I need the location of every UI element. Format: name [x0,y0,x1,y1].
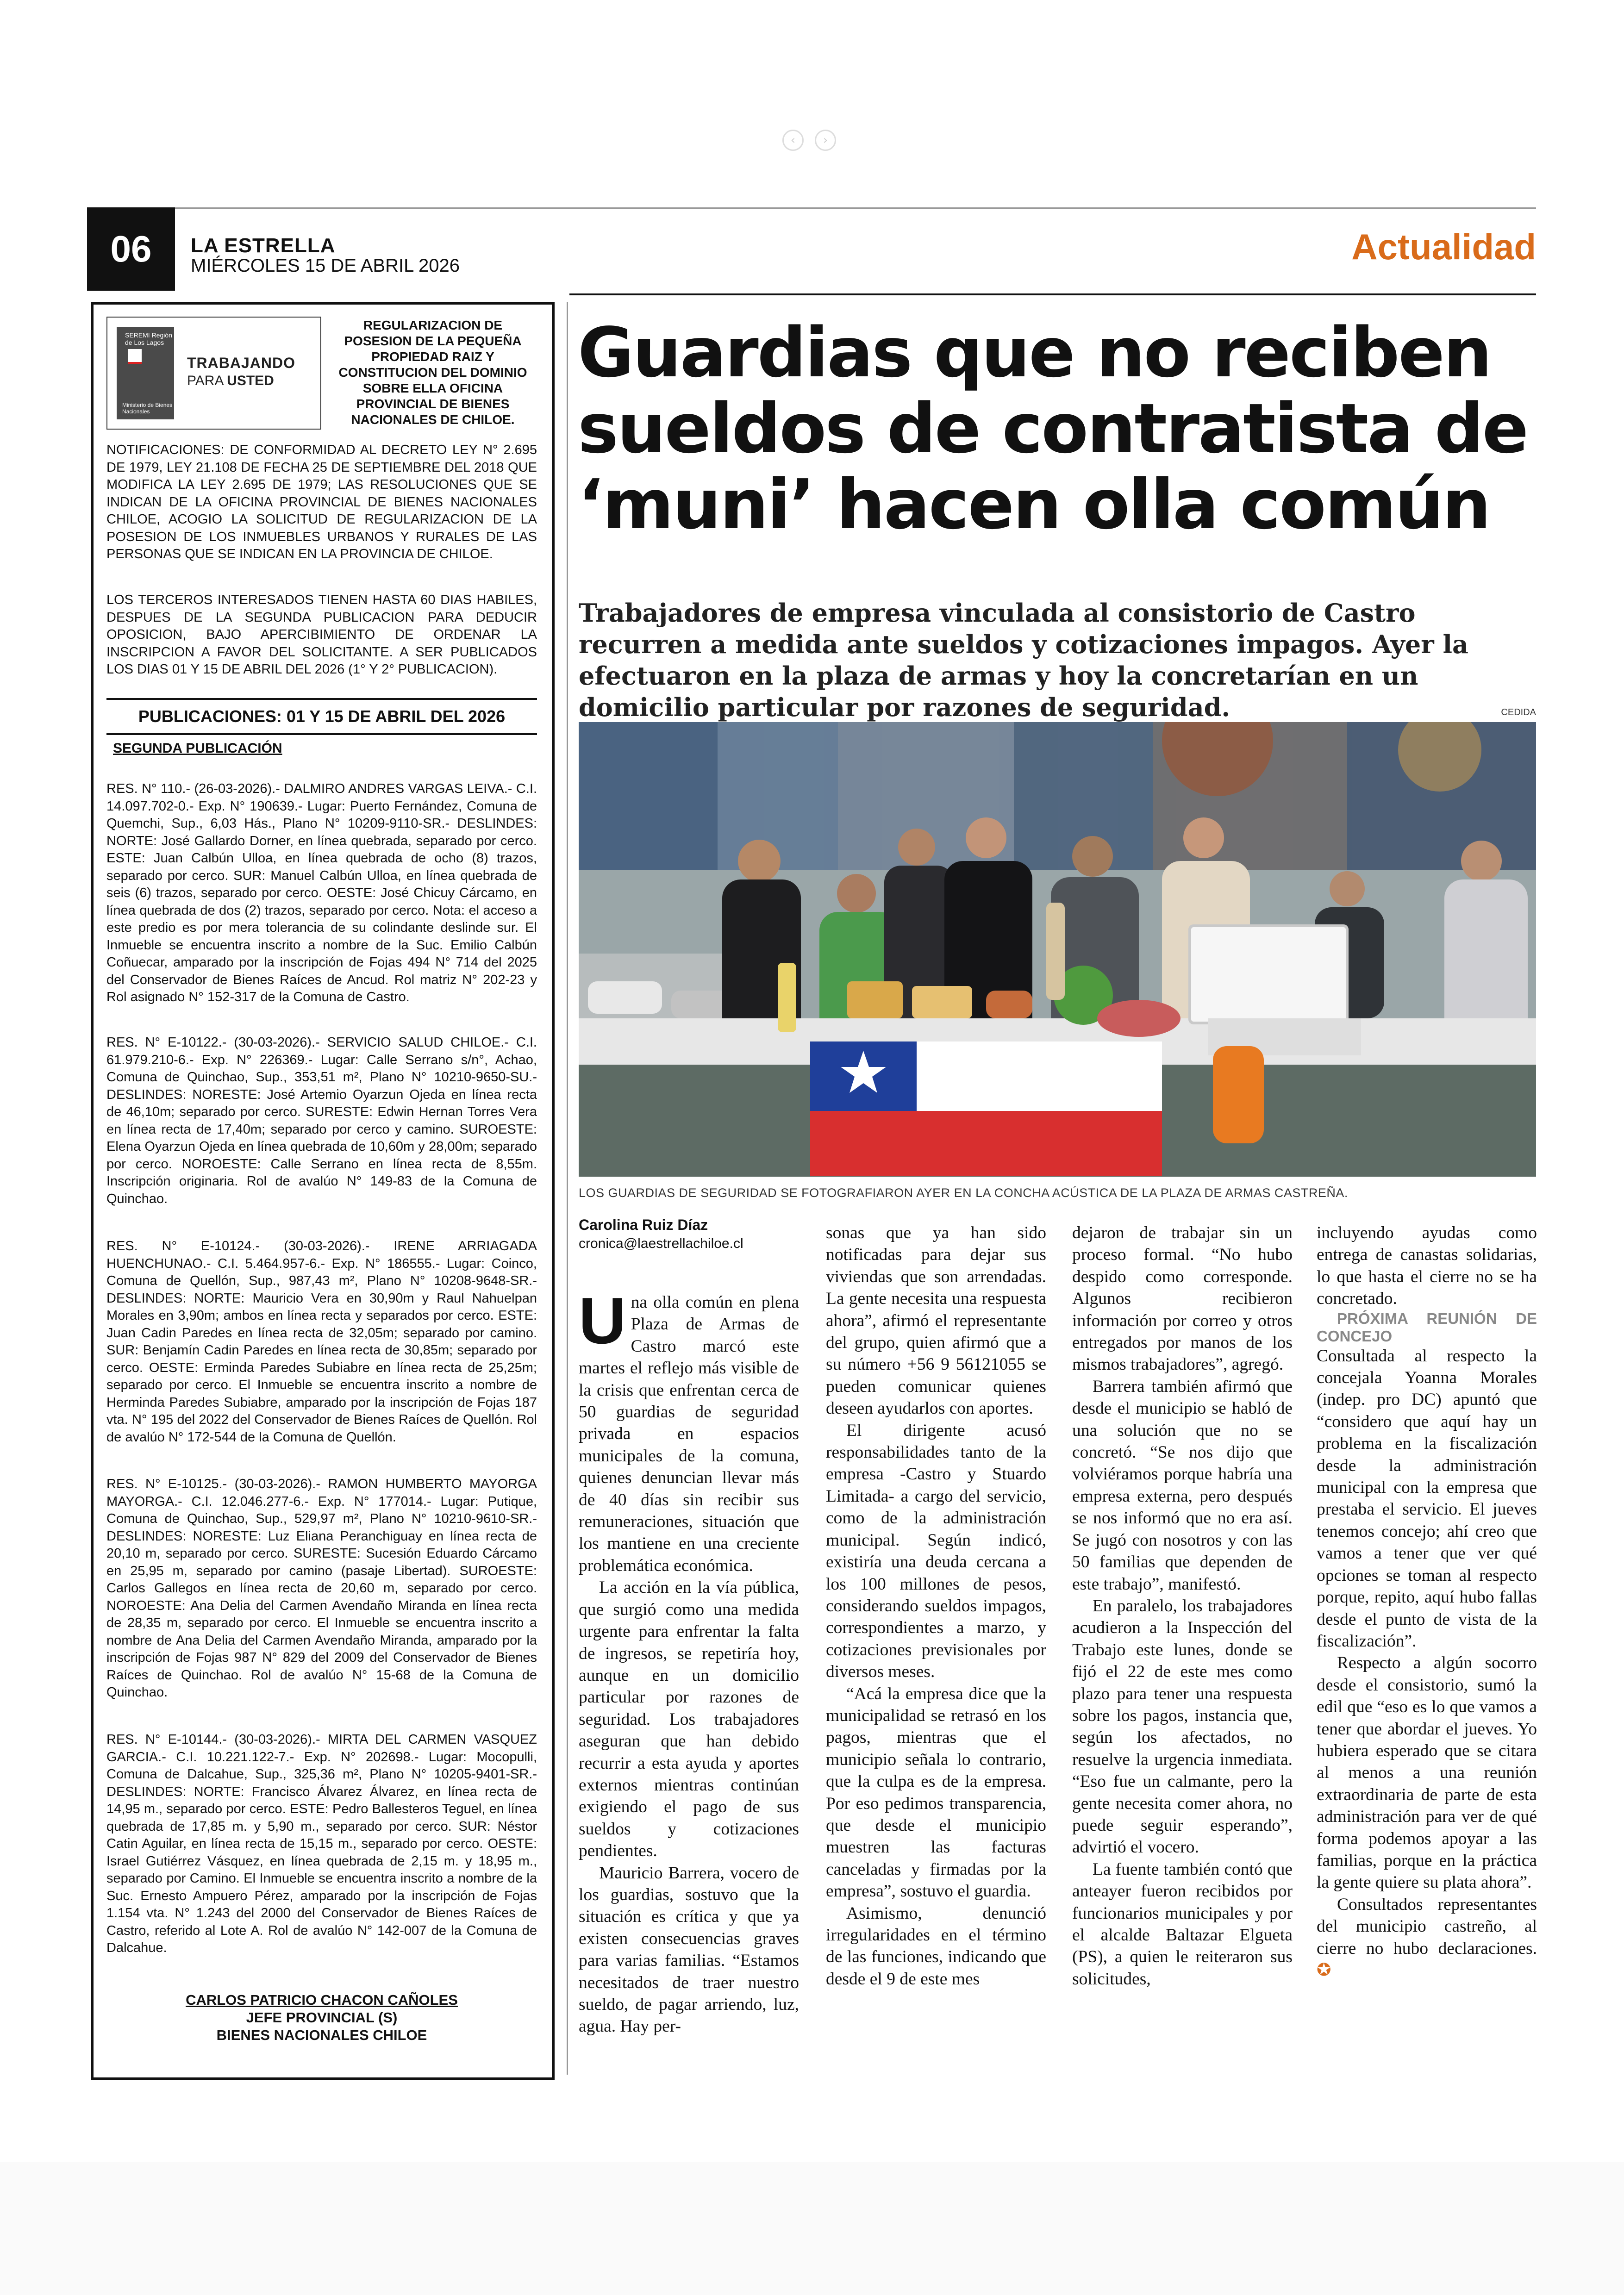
logo-seremi: SEREMI Región de Los Lagos [125,331,172,346]
article-paragraph: El dirigente acusó responsabilidades tanto de la empresa -Castro y Stuardo Limitada- a cargo del servicio, como de la administración municipal. Según indicó, existiría una deuda cercana a los 100 millones de pesos, considerando sueldos impagos, correspondientes a marzo, y cotizaciones previsionales por diversos meses. [826,1421,1046,1682]
bottom-strip [0,2162,1624,2295]
headline-line-2: sueldos de contratista de [578,389,1528,468]
top-strip [0,0,1624,130]
header-rule [87,207,1536,209]
ministry-logo-block [106,317,321,430]
second-publication-label: SEGUNDA PUBLICACIÓN [113,741,282,756]
article-paragraph: Respecto a algún socorro desde el consistorio, sumó la edil que “eso es lo que vamos a tener que abordar el jueves. Yo hubiera esperado que se citara al menos a una reunión extraordinaria de parte de esta administración para ver de qué forma podemos apoyar a las familias, porque en la práctica la gente quiere su plata ahora”. [1317,1653,1537,1892]
headline-line-1: Guardias que no reciben [578,313,1491,393]
resolution-3: RES. N° E-10124.- (30-03-2026).- IRENE ARRIAGADA HUENCHUNAO.- C.I. 5.464.957-6.- Exp. N° 186555.- Lugar: Coinco, Comuna de Quellón, Sup., 987,43 m², Plano N° 10208-9648-SR.- DESLINDES: NORTE: Mauricio Vera en 30,90m y Raul Nahuelpan Morales en 3,90m; ambos en línea recta y separados por cerco. ESTE: Juan Cadin Paredes en línea recta de 32,05m; separado por camino. SUR: Benjamín Cadin Paredes en línea recta de 30,85m; separado por cerco. OESTE: Erminda Paredes Subiabre en línea recta de 25,25m; separado por cerco. El Inmueble se encuentra inscrito a nombre de Herminda Paredes Subiabre, amparado por la inscripción de Fojas 187 vta. N° 195 del 2022 del Conservador de Bienes Raíces de Quellón. Rol de avalúo N° 172-544 de la Comuna de Quellón. [106,1239,537,1445]
paragraph-text: na olla común en plena Plaza de Armas de Castro marcó este martes el reflejo más visible de la crisis que enfrentan cerca de 50 guardias de seguridad privada en espacios municipales de la comuna, quienes denuncian llevar más de 40 días sin recibir sus remuneraciones, situación que los mantiene en una creciente problemática económica. [579,1293,799,1575]
legal-notice-box [91,302,555,2080]
author-email[interactable]: cronica@laestrellachiloe.cl [579,1236,743,1251]
article-paragraph: En paralelo, los trabajadores acudieron a la Inspección del Trabajo este lunes, donde se fijó el 22 de este mes como plazo para tener una respuesta sobre los pagos, instancia que, según los afectados, no resuelve la urgencia inmediata. “Eso fue un calmante, pero la gente necesita comer ahora, no puede seguir esperando”, advirtió el vocero. [1072,1596,1293,1857]
article-paragraph: Asimismo, denunció irregularidades en el término de las funciones, indicando que desde el 9 de este mes [826,1903,1046,1989]
paper-date: MIÉRCOLES 15 DE ABRIL 2026 [191,256,460,276]
ministry-logo [117,327,174,419]
resolution-5: RES. N° E-10144.- (30-03-2026).- MIRTA DEL CARMEN VASQUEZ GARCIA.- C.I. 10.221.122-7.- Exp. N° 202698.- Lugar: Mocopulli, Comuna de Dalcahue, Sup., 325,36 m², Plano N° 10205-9401-SR.- DESLINDES: NORTE: Francisco Álvarez Álvarez, en línea recta de 14,95 m., separado por cerco. ESTE: Pedro Ballesteros Teguel, en línea quebrada de 17,85 m. y 5,90 m., separado por cerco. SUR: Néstor Catin Aguilar, en línea recta de 15,15 m., separado por cerco. OESTE: Israel Gutiérrez Vásquez, en línea quebrada de 2,15 m. y 18,95 m., separado por Camino. El Inmueble se encuentra inscrito a nombre de la Suc. Ernesto Ampuero Pérez, amparado por la inscripción de Fojas 1.154 vta. N° 1.243 del 2000 del Conservador de Bienes Raíces de Castro, referido al Lote A. Rol de avalúo N° 142-007 de la Comuna de Dalcahue. [106,1732,537,1955]
legal-notice: NOTIFICACIONES: DE CONFORMIDAD AL DECRETO LEY N° 2.695 DE 1979, LEY 21.108 DE FECHA 25 DE SEPTIEMBRE DEL 2018 QUE MODIFICA LA LEY 2.695 DE 1979; LAS RESOLUCIONES QUE SE INDICAN DE LA OFICINA PROVINCIAL DE BIENES NACIONALES CHILOE, ACOGIO LA SOLICITUD DE REGULARIZACION DE LA POSESION DE LOS INMUEBLES URBANOS Y RURALES DE LAS PERSONAS QUE SE INDICAN EN LA PROVINCIA DE CHILOE. [106,443,537,561]
article-paragraph: Consultada al respecto la concejala Yoanna Morales (indep. pro DC) apuntó que “considero que aquí hay un problema en la fiscalización desde la administración municipal con la empresa que prestaba el servicio. El jueves tenemos concejo; ahí creo que vamos a tener que ver qué opciones se toman al respecto porque, repito, aquí hubo fallas desde el punto de vista de la fiscalización”. [1317,1346,1537,1651]
article-column-1 [579,1284,799,2038]
article-paragraph: La acción en la vía pública, que surgió como una medida urgente para enfrentar la falta de ingresos, se repetiría hoy, aunque en un domicilio particular por razones de seguridad. Los trabajadores aseguran que han debido recurrir a esta ayuda y aportes externos mientras continúan exigiendo el pago de sus sueldos y cotizaciones pendientes. [579,1578,799,1861]
next-page-button[interactable]: › [815,130,836,151]
article-column-2 [826,1222,1046,1990]
article-paragraph: dejaron de trabajar sin un proceso formal. “No hubo despido como corresponde. Algunos recibieron información por correo y otros entregados por manos de los mismos trabajadores”, agregó. [1072,1223,1293,1374]
signature-block [106,1991,537,2044]
article-paragraph [1317,1894,1537,1982]
logo-para-usted [187,373,274,389]
article-paragraph: incluyendo ayudas como entrega de canastas solidarias, lo que hasta el cierre no se ha concretado. [1317,1223,1537,1309]
author-name: Carolina Ruiz Díaz [579,1216,708,1233]
article-paragraph: “Acá la empresa dice que la municipalidad se retrasó en los pagos, mientras que el municipio señala lo contrario, que la culpa es de la empresa. Por eso pedimos transparencia, que desde el municipio muestren las facturas canceladas y firmadas por la empresa”, sostuvo el guardia. [826,1684,1046,1901]
article-paragraph: Barrera también afirmó que desde el municipio se habló de una solución que no se concretó. “Se nos dijo que volviéramos porque habría una empresa externa, pero después se nos informó que no era así. Se jugó con nosotros y con las 50 familias que dependen de este trabajo”, manifestó. [1072,1377,1293,1594]
photo-caption: LOS GUARDIAS DE SEGURIDAD SE FOTOGRAFIARON AYER EN LA CONCHA ACÚSTICA DE LA PLAZA DE ARMAS CASTREÑA. [579,1186,1348,1200]
prev-page-button[interactable]: ‹ [782,130,804,151]
header-bottom-rule [569,293,1536,295]
article-paragraph: sonas que ya han sido notificadas para dejar sus viviendas que son arrendadas. La gente necesita una respuesta ahora”, afirmó el representante del grupo, quien afirmó que a su número +56 9 56121055 se pueden comunicar quienes deseen ayudarlos con aportes. [826,1223,1046,1418]
article-paragraph: La fuente también contó que anteayer fueron recibidos por funcionarios municipales y por el alcalde Baltazar Elgueta (PS), a quien le reiteraron sus solicitudes, [1072,1859,1293,1989]
legal-title: REGULARIZACION DE POSESION DE LA PEQUEÑA PROPIEDAD RAIZ Y CONSTITUCION DEL DOMINIO SOBRE ELLA OFICINA PROVINCIAL DE BIENES NACIONALES DE CHILOE. [338,318,527,427]
signature-office: BIENES NACIONALES CHILOE [216,2027,427,2043]
paragraph-text: Consultados representantes del municipio castreño, al cierre no hubo declaraciones. [1317,1895,1537,1958]
article-column-3 [1072,1222,1293,1990]
article-column-4 [1317,1222,1537,1981]
logo-para: PARA [187,373,223,388]
chile-flag-icon [128,349,142,362]
end-mark-icon: ✪ [1317,1961,1331,1980]
publications-banner: PUBLICACIONES: 01 Y 15 DE ABRIL DEL 2026 [106,698,537,735]
article-paragraph: Mauricio Barrera, vocero de los guardias, sostuvo que la situación es crítica y que ya existen consecuencias graves para varias familias. “Estamos necesitados de traer nuestro sueldo, de pagar arriendo, luz, agua. Hay per- [579,1863,799,2036]
article-paragraph [579,1284,799,1577]
headline-line-3: ‘muni’ hacen olla común [578,465,1490,544]
logo-usted: USTED [227,373,274,388]
resolution-4: RES. N° E-10125.- (30-03-2026).- RAMON HUMBERTO MAYORGA MAYORGA.- C.I. 12.046.277-6.- Exp. N° 177014.- Lugar: Putique, Comuna de Quinchao, Sup., 529,97 m², Plano N° 10210-9610-SR.- DESLINDES: NORESTE: Luz Eliana Peranchiguay en línea recta de 20,10 m, separado por cerco. SURESTE: Sucesión Eduardo Cárcamo en 25,95 m, separado por camino (pasaje Libertad). SUROESTE: Carlos Gallegos en línea recta de 20,60 m, separado por cerco. NOROESTE: Ana Delia del Carmen Avendaño Miranda en línea recta de 28,35 m, separado por cerco. El Inmueble se encuentra inscrito a nombre de Ana Delia del Carmen Avendaño Miranda, amparado por la inscripción de Fojas 987 N° 829 del 2009 del Conservador de Bienes Raíces de Quinchao. Rol de avalúo N° 15-68 de la Comuna de Quinchao. [106,1477,537,1700]
legal-third-parties: LOS TERCEROS INTERESADOS TIENEN HASTA 60 DIAS HABILES, DESPUES DE LA SEGUNDA PUBLICACION PARA DEDUCIR OPOSICION, BAJO APERCIBIMIENTO DE ORDENAR LA INSCRIPCION A FAVOR DEL SOLICITANTE. A SER PUBLICADOS LOS DIAS 01 Y 15 DE ABRIL DEL 2026 (1° Y 2° PUBLICACION). [106,592,537,677]
logo-ministry-name: Ministerio de Bienes Nacionales [122,402,173,415]
legal-head [106,317,537,428]
resolution-2: RES. N° E-10122.- (30-03-2026).- SERVICIO SALUD CHILOE.- C.I. 61.979.210-6.- Exp. N° 226369.- Lugar: Calle Serrano s/n°, Achao, Comuna de Quinchao, Sup., 353,51 m², Plano N° 10210-9650-SU.- DESLINDES: NORESTE: José Artemio Oyarzun Ojeda en línea recta de 46,10m; separado por cerco. SURESTE: Edwin Hernan Torres Vera en línea recta de 17,40m; separado por cerco y camino. SUROESTE: Elena Oyarzun Ojeda en línea quebrada de 10,60m y 28,00m; separado por cerco. NOROESTE: Calle Serrano en línea recta de 8,55m. Inscripción originaria. Rol de avalúo N° 149-83 de la Comuna de Quinchao. [106,1035,537,1206]
logo-trabajando: TRABAJANDO [187,355,295,371]
page-number: 06 [87,207,175,291]
chilean-flag-icon [810,1041,1162,1176]
paper-name: LA ESTRELLA [191,234,336,257]
signature-title: JEFE PROVINCIAL (S) [246,2009,398,2026]
photo-credit: CEDIDA [1501,707,1536,717]
signature-name: CARLOS PATRICIO CHACON CAÑOLES [186,1992,458,2008]
article-deck: Trabajadores de empresa vinculada al consistorio de Castro recurren a medida ante sueldos y cotizaciones impagos. Ayer la efectuaron en la plaza de armas y hoy la concretarían en un domicilio particular por razones de seguridad. [579,598,1469,722]
dropcap: U [579,1284,626,1358]
article-subhead: PRÓXIMA REUNIÓN DE CONCEJO [1317,1310,1537,1345]
article-photo [579,722,1536,1177]
column-divider [567,302,568,2075]
photo-illustration [579,722,1536,1177]
resolution-1: RES. N° 110.- (26-03-2026).- DALMIRO ANDRES VARGAS LEIVA.- C.I. 14.097.702-0.- Exp. N° 190639.- Lugar: Puerto Fernández, Comuna de Quemchi, Sup., 6,03 Hás., Plano N° 10209-9110-SR.- DESLINDES: NORTE: José Gallardo Dorner, en línea quebrada, separado por cerco. ESTE: Juan Calbún Ulloa, en línea quebrada de ocho (8) trazos, separado por cerco. SUR: Manuel Calbún Ulloa, en línea quebrada de seis (6) trazos, separado por cerco. OESTE: José Chicuy Cárcamo, en línea quebrada de dos (2) trazos, separado por cerco. Nota: el acceso a este predio es por mera tolerancia de su colindante deslinde sur. El Inmueble se encuentra inscrito a nombre de la Suc. Emilio Calbún Coñuecar, amparado por la inscripción de Fojas 494 N° 714 del 2025 del Conservador de Bienes Raíces de Ancud. Rol matriz N° 202-23 y Rol asignado N° 152-317 de la Comuna de Castro. [106,781,537,1004]
headline [578,315,1541,543]
section-label: Actualidad [1351,226,1536,267]
page-nav [782,130,838,148]
